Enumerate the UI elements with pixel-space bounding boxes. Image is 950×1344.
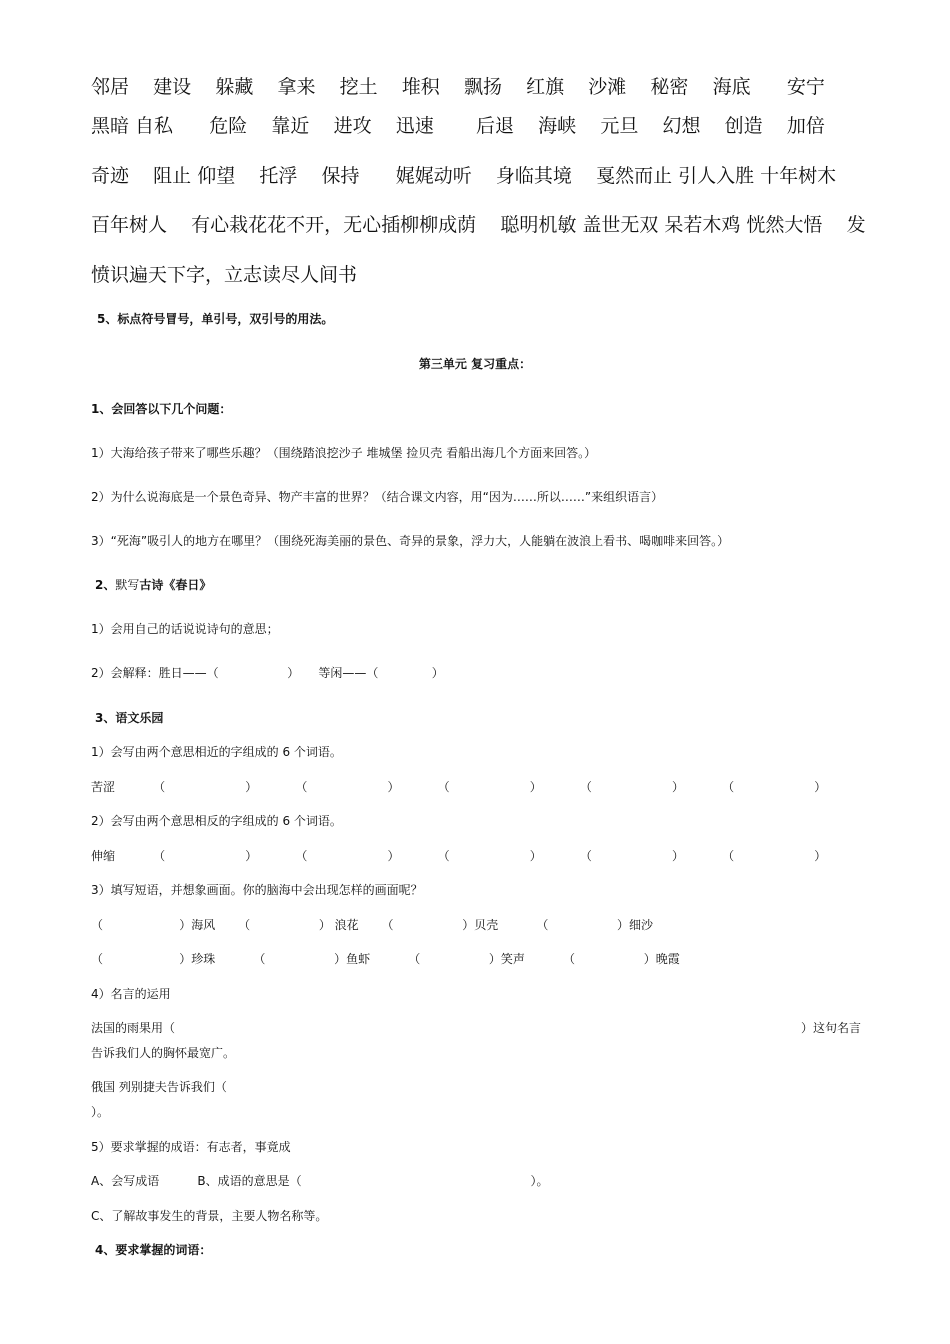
s1-question-3: 3）“死海”吸引人的地方在哪里？（围绕死海美丽的景色、奇异的景象，浮力大，人能躺在波浪上看书、喝咖啡来回答。） [91, 534, 730, 548]
s1-question-1: 1）大海给孩子带来了哪些乐趣？（围绕踏浪挖沙子 堆城堡 捡贝壳 看船出海几个方面来回答。） [91, 446, 597, 460]
s2-heading-prefix: 2、 [95, 578, 116, 592]
s1-question-2: 2）为什么说海底是一个景色奇异、物产丰富的世界？（结合课文内容，用“因为……所以……”来组织语言） [91, 490, 664, 504]
vocab-line-4: 百年树人 有心栽花花不开，无心插柳柳成荫 聪明机敏 盖世无双 呆若木鸡 恍然大悟 发 [91, 214, 866, 236]
vocab-line-3: 奇迹 阻止 仰望 托浮 保持 娓娓动听 身临其境 戛然而止 引人入胜 十年树木 [91, 165, 837, 187]
s2-heading-bold: 古诗《春日》 [139, 578, 212, 592]
s2-heading-mid: 默写 [115, 578, 140, 592]
vocab-line-5: 愤识遍天下字，立志读尽人间书 [91, 264, 358, 286]
s3-q5-c: C、了解故事发生的背景，主要人物名称等。 [91, 1209, 328, 1223]
s2-question-2: 2）会解释：胜日——（ ） 等闲——（ ） [91, 666, 444, 680]
s3-q3-line-1: （ ）海风 （ ） 浪花 （ ）贝壳 （ ）细沙 [91, 918, 654, 932]
s3-question-4: 4）名言的运用 [91, 987, 171, 1001]
s3-q4-quote-a-cont: 告诉我们人的胸怀最宽广。 [91, 1046, 236, 1060]
section-4-heading: 4、要求掌握的词语： [95, 1243, 212, 1257]
s3-question-2: 2）会写由两个意思相反的字组成的 6 个词语。 [91, 814, 342, 828]
section-1-heading: 1、会回答以下几个问题： [91, 402, 232, 416]
s3-q4-quote-b: 俄国 列别捷夫告诉我们（ [91, 1080, 227, 1094]
vocab-line-2: 黑暗 自私 危险 靠近 进攻 迅速 后退 海峡 元旦 幻想 创造 加倍 [91, 115, 825, 137]
s3-q3-line-2: （ ）珍珠 （ ）鱼虾 （ ）笑声 （ ）晚霞 [91, 952, 680, 966]
s3-q4-quote-b-cont: ）。 [91, 1105, 110, 1119]
section-3-heading: 3、语文乐园 [95, 711, 164, 725]
unit3-title: 第三单元 复习重点： [418, 357, 532, 371]
item-5: 5、标点符号冒号，单引号，双引号的用法。 [97, 312, 334, 326]
s3-question-3: 3）填写短语，并想象画面。你的脑海中会出现怎样的画面呢？ [91, 883, 423, 897]
s3-question-5: 5）要求掌握的成语：有志者，事竟成 [91, 1140, 291, 1154]
s3-q2-answer-line: 伸缩 （ ） （ ） （ ） （ ） （ ） [91, 849, 827, 863]
s3-question-1: 1）会写由两个意思相近的字组成的 6 个词语。 [91, 745, 342, 759]
s2-question-1: 1）会用自己的话说说诗句的意思； [91, 622, 279, 636]
section-2-heading [95, 576, 211, 593]
s3-q1-answer-line: 苦涩 （ ） （ ） （ ） （ ） （ ） [91, 780, 827, 794]
s3-q4-quote-a-start: 法国的雨果用（ [91, 1021, 176, 1035]
s3-q5-a: A、会写成语 B、成语的意思是（ ）。 [91, 1174, 549, 1188]
vocab-line-1: 邻居 建设 躲藏 拿来 挖土 堆积 飘扬 红旗 沙滩 秘密 海底 安宁 [91, 76, 825, 98]
s3-q4-quote-a-end: ）这句名言 [801, 1021, 862, 1035]
